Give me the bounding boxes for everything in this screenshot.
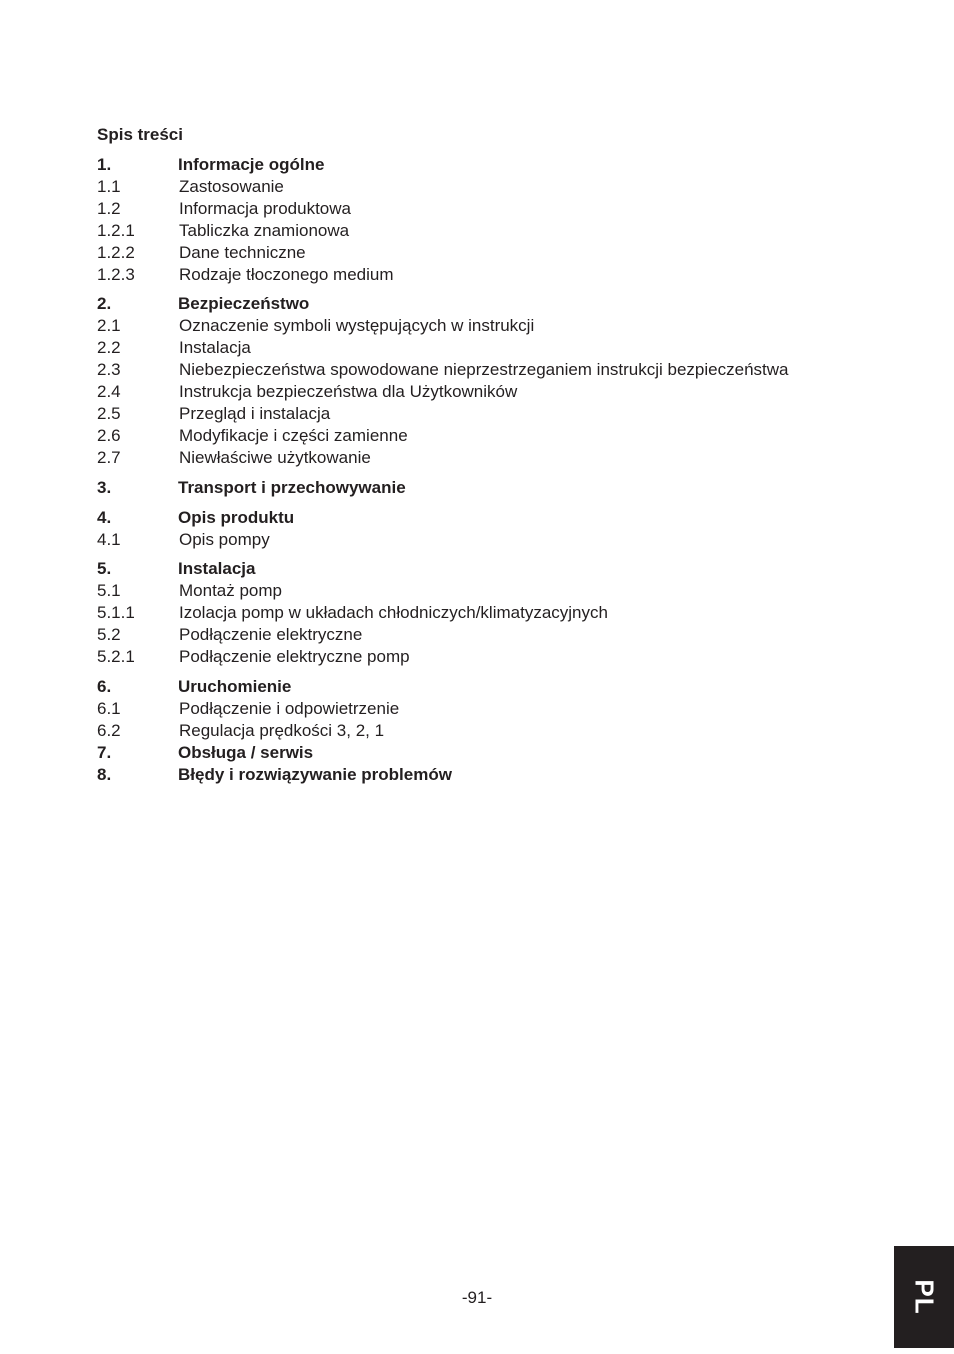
entry-label: Opis pompy: [179, 529, 270, 549]
entry-label: Instrukcja bezpieczeństwa dla Użytkowników: [179, 382, 518, 402]
toc-entry[interactable]: [97, 264, 897, 286]
section-title: Informacje ogólne: [178, 155, 325, 174]
entry-number: 2.2: [97, 338, 121, 358]
toc-entry[interactable]: [97, 720, 897, 742]
entry-label: Regulacja prędkości 3, 2, 1: [179, 720, 385, 740]
language-tab: [894, 1246, 954, 1348]
toc-section-heading[interactable]: [97, 507, 897, 529]
entry-number: 2.7: [97, 447, 121, 467]
entry-label: Podłączenie elektryczne pomp: [179, 647, 410, 667]
toc-section-3: [97, 477, 897, 499]
section-title: Opis produktu: [178, 507, 295, 527]
toc-entry[interactable]: [97, 403, 897, 425]
section-number: 2.: [97, 294, 112, 314]
entry-number: 5.1: [97, 581, 121, 601]
entry-label: Oznaczenie symboli występujących w instrukcji: [179, 316, 535, 336]
entry-number: 1.2: [97, 198, 121, 218]
entry-label: Dane techniczne: [179, 242, 306, 262]
toc-section-heading[interactable]: [97, 293, 897, 315]
toc-section-4: [97, 507, 897, 551]
toc-entry[interactable]: [97, 242, 897, 264]
toc-section-1: [97, 154, 897, 285]
entry-number: 2.5: [97, 403, 121, 423]
toc-section-7: [97, 742, 897, 764]
section-title: Błędy i rozwiązywanie problemów: [178, 764, 452, 784]
entry-number: 5.1.1: [97, 603, 135, 623]
toc-entry[interactable]: [97, 176, 897, 198]
page-number: -91-: [461, 1288, 493, 1307]
toc-entry[interactable]: [97, 198, 897, 220]
entry-label: Modyfikacje i części zamienne: [179, 425, 408, 445]
entry-number: 4.1: [97, 529, 121, 549]
toc-entry[interactable]: [97, 602, 897, 624]
toc-entry[interactable]: [97, 698, 897, 720]
section-number: 7.: [97, 742, 112, 762]
entry-number: 2.1: [97, 316, 121, 336]
toc-section-heading[interactable]: [97, 742, 897, 764]
entry-label: Tabliczka znamionowa: [179, 220, 350, 240]
entry-label: Niebezpieczeństwa spowodowane nieprzestrzeganiem instrukcji bezpieczeństwa: [179, 360, 789, 380]
toc-section-heading[interactable]: [97, 676, 897, 698]
toc-section-5: [97, 558, 897, 668]
entry-number: 1.2.3: [97, 264, 135, 284]
toc-section-2: [97, 293, 897, 468]
entry-label: Izolacja pomp w układach chłodniczych/klimatyzacyjnych: [179, 603, 608, 623]
toc-entry[interactable]: [97, 425, 897, 447]
language-tab-label: PL: [909, 1279, 940, 1315]
toc-entry[interactable]: [97, 381, 897, 403]
entry-label: Montaż pomp: [179, 581, 282, 601]
toc-entry[interactable]: [97, 646, 897, 668]
toc-section-8: [97, 764, 897, 786]
toc-entry[interactable]: [97, 220, 897, 242]
section-title: Bezpieczeństwo: [178, 294, 310, 314]
entry-number: 5.2.1: [97, 647, 135, 667]
entry-label: Niewłaściwe użytkowanie: [179, 447, 371, 467]
section-title: Uruchomienie: [178, 676, 292, 696]
toc-entry[interactable]: [97, 359, 897, 381]
toc-entry[interactable]: [97, 337, 897, 359]
section-number: 6.: [97, 676, 112, 696]
toc-entry[interactable]: [97, 315, 897, 337]
section-number: 3.: [97, 477, 112, 497]
section-title: Obsługa / serwis: [178, 742, 314, 762]
entry-label: Instalacja: [179, 338, 251, 358]
toc-entry[interactable]: [97, 580, 897, 602]
table-of-contents: [97, 124, 897, 785]
toc-section-heading[interactable]: [97, 477, 897, 499]
toc-section-6: [97, 676, 897, 742]
section-number: 8.: [97, 764, 112, 784]
entry-number: 5.2: [97, 625, 121, 645]
entry-label: Przegląd i instalacja: [179, 403, 331, 423]
entry-label: Podłączenie i odpowietrzenie: [179, 698, 400, 718]
toc-title: Spis treści: [97, 125, 183, 144]
entry-number: 1.2.1: [97, 220, 135, 240]
entry-number: 2.6: [97, 425, 121, 445]
entry-number: 2.4: [97, 382, 121, 402]
toc-entry[interactable]: [97, 529, 897, 551]
entry-label: Zastosowanie: [179, 176, 284, 196]
toc-entry[interactable]: [97, 447, 897, 469]
toc-section-heading[interactable]: [97, 154, 897, 176]
toc-entry[interactable]: [97, 624, 897, 646]
section-number: 4.: [97, 507, 112, 527]
section-number: 1.: [97, 155, 112, 174]
entry-number: 6.1: [97, 698, 121, 718]
toc-section-heading[interactable]: [97, 764, 897, 786]
entry-label: Informacja produktowa: [179, 198, 351, 218]
entry-number: 6.2: [97, 720, 121, 740]
entry-label: Rodzaje tłoczonego medium: [179, 264, 394, 284]
entry-number: 2.3: [97, 360, 121, 380]
entry-label: Podłączenie elektryczne: [179, 625, 363, 645]
section-number: 5.: [97, 559, 112, 579]
section-title: Transport i przechowywanie: [178, 477, 406, 497]
entry-number: 1.1: [97, 176, 121, 196]
toc-section-heading[interactable]: [97, 558, 897, 580]
entry-number: 1.2.2: [97, 242, 135, 262]
section-title: Instalacja: [178, 559, 256, 579]
